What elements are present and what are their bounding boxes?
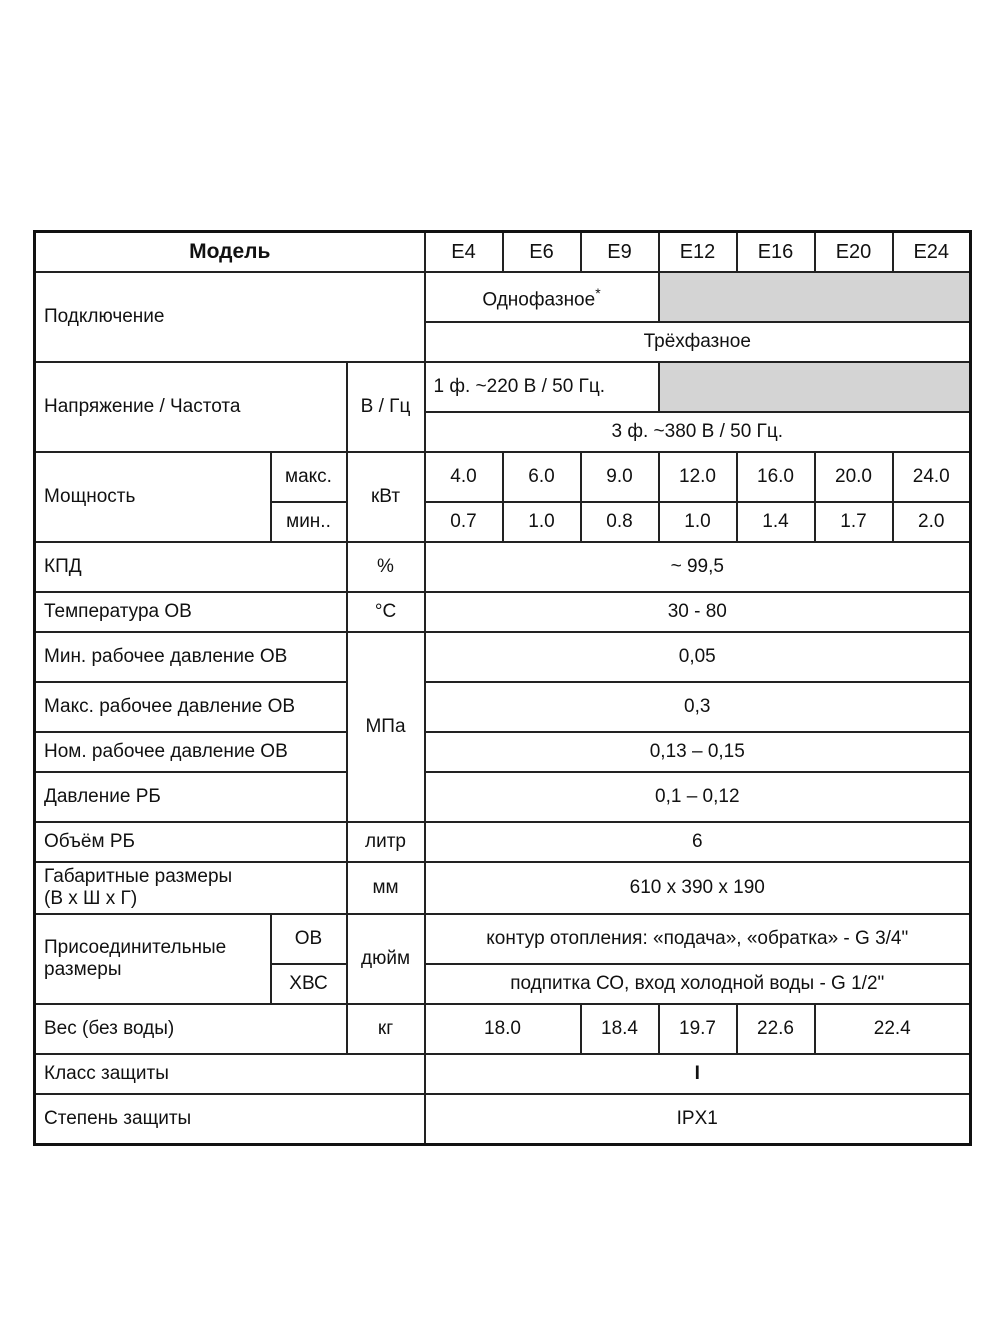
pressure-min-value: 0,05 — [425, 632, 971, 682]
efficiency-row — [35, 542, 971, 592]
weight-row — [35, 1004, 971, 1054]
connections-ov-label: ОВ — [271, 914, 347, 964]
pressure-min-label: Мин. рабочее давление ОВ — [35, 632, 347, 682]
dimensions-value: 610 х 390 х 190 — [425, 862, 971, 914]
spec-table — [33, 230, 972, 1146]
tank-volume-row — [35, 822, 971, 862]
protection-class-value: I — [425, 1054, 971, 1094]
power-label: Мощность — [35, 452, 271, 542]
protection-class-label: Класс защиты — [35, 1054, 425, 1094]
power-min-value: 1.4 — [737, 502, 815, 542]
power-max-value: 24.0 — [893, 452, 971, 502]
tank-volume-label: Объём РБ — [35, 822, 347, 862]
header-row — [35, 232, 971, 273]
connections-label: Присоединительные размеры — [35, 914, 271, 1004]
pressure-tank-label: Давление РБ — [35, 772, 347, 822]
power-max-label: макс. — [271, 452, 347, 502]
connections-ov-value: контур отопления: «подача», «обратка» - G 3/4" — [425, 914, 971, 964]
weight-e4-e6: 18.0 — [425, 1004, 581, 1054]
power-min-value: 1.0 — [503, 502, 581, 542]
connection-three: Трёхфазное — [425, 322, 971, 362]
connections-hvs-label: ХВС — [271, 964, 347, 1004]
pressure-unit: МПа — [347, 632, 425, 822]
connection-label: Подключение — [35, 272, 425, 362]
power-min-value: 1.7 — [815, 502, 893, 542]
pressure-max-row — [35, 682, 971, 732]
weight-e9: 18.4 — [581, 1004, 659, 1054]
dimensions-row — [35, 862, 971, 914]
power-min-value: 2.0 — [893, 502, 971, 542]
voltage-label: Напряжение / Частота — [35, 362, 347, 452]
weight-e20-e24: 22.4 — [815, 1004, 971, 1054]
power-max-value: 16.0 — [737, 452, 815, 502]
connection-single: Однофазное* — [425, 272, 659, 322]
pressure-nom-row — [35, 732, 971, 772]
footnote-mark: * — [595, 285, 601, 302]
protection-degree-value: IPX1 — [425, 1094, 971, 1145]
pressure-nom-value: 0,13 – 0,15 — [425, 732, 971, 772]
efficiency-label: КПД — [35, 542, 347, 592]
pressure-tank-value: 0,1 – 0,12 — [425, 772, 971, 822]
efficiency-unit: % — [347, 542, 425, 592]
connection-single-na — [659, 272, 971, 322]
pressure-min-row — [35, 632, 971, 682]
temperature-value: 30 - 80 — [425, 592, 971, 632]
weight-e16: 22.6 — [737, 1004, 815, 1054]
model-e12: Е12 — [659, 232, 737, 273]
pressure-nom-label: Ном. рабочее давление ОВ — [35, 732, 347, 772]
connections-ov-row — [35, 914, 971, 964]
model-e9: Е9 — [581, 232, 659, 273]
temperature-unit: °С — [347, 592, 425, 632]
weight-unit: кг — [347, 1004, 425, 1054]
power-min-value: 0.8 — [581, 502, 659, 542]
dimensions-label: Габаритные размеры (В х Ш х Г) — [35, 862, 347, 914]
protection-degree-row — [35, 1094, 971, 1145]
model-e6: Е6 — [503, 232, 581, 273]
power-max-value: 6.0 — [503, 452, 581, 502]
connection-row — [35, 272, 971, 322]
weight-e12: 19.7 — [659, 1004, 737, 1054]
voltage-row — [35, 362, 971, 412]
efficiency-value: ~ 99,5 — [425, 542, 971, 592]
voltage-unit: В / Гц — [347, 362, 425, 452]
tank-volume-unit: литр — [347, 822, 425, 862]
connections-hvs-value: подпитка СО, вход холодной воды - G 1/2" — [425, 964, 971, 1004]
temperature-row — [35, 592, 971, 632]
tank-volume-value: 6 — [425, 822, 971, 862]
model-e4: Е4 — [425, 232, 503, 273]
model-header: Модель — [35, 232, 425, 273]
model-e24: Е24 — [893, 232, 971, 273]
model-e16: Е16 — [737, 232, 815, 273]
power-max-value: 20.0 — [815, 452, 893, 502]
dimensions-unit: мм — [347, 862, 425, 914]
voltage-single-na — [659, 362, 971, 412]
power-max-row — [35, 452, 971, 502]
power-min-value: 0.7 — [425, 502, 503, 542]
temperature-label: Температура ОВ — [35, 592, 347, 632]
power-max-value: 12.0 — [659, 452, 737, 502]
protection-degree-label: Степень защиты — [35, 1094, 425, 1145]
protection-class-row — [35, 1054, 971, 1094]
pressure-max-value: 0,3 — [425, 682, 971, 732]
pressure-tank-row — [35, 772, 971, 822]
pressure-max-label: Макс. рабочее давление ОВ — [35, 682, 347, 732]
voltage-single: 1 ф. ~220 В / 50 Гц. — [425, 362, 659, 412]
connections-unit: дюйм — [347, 914, 425, 1004]
power-min-label: мин.. — [271, 502, 347, 542]
model-e20: Е20 — [815, 232, 893, 273]
power-max-value: 9.0 — [581, 452, 659, 502]
power-max-value: 4.0 — [425, 452, 503, 502]
voltage-three: 3 ф. ~380 В / 50 Гц. — [425, 412, 971, 452]
weight-label: Вес (без воды) — [35, 1004, 347, 1054]
power-unit: кВт — [347, 452, 425, 542]
power-min-value: 1.0 — [659, 502, 737, 542]
